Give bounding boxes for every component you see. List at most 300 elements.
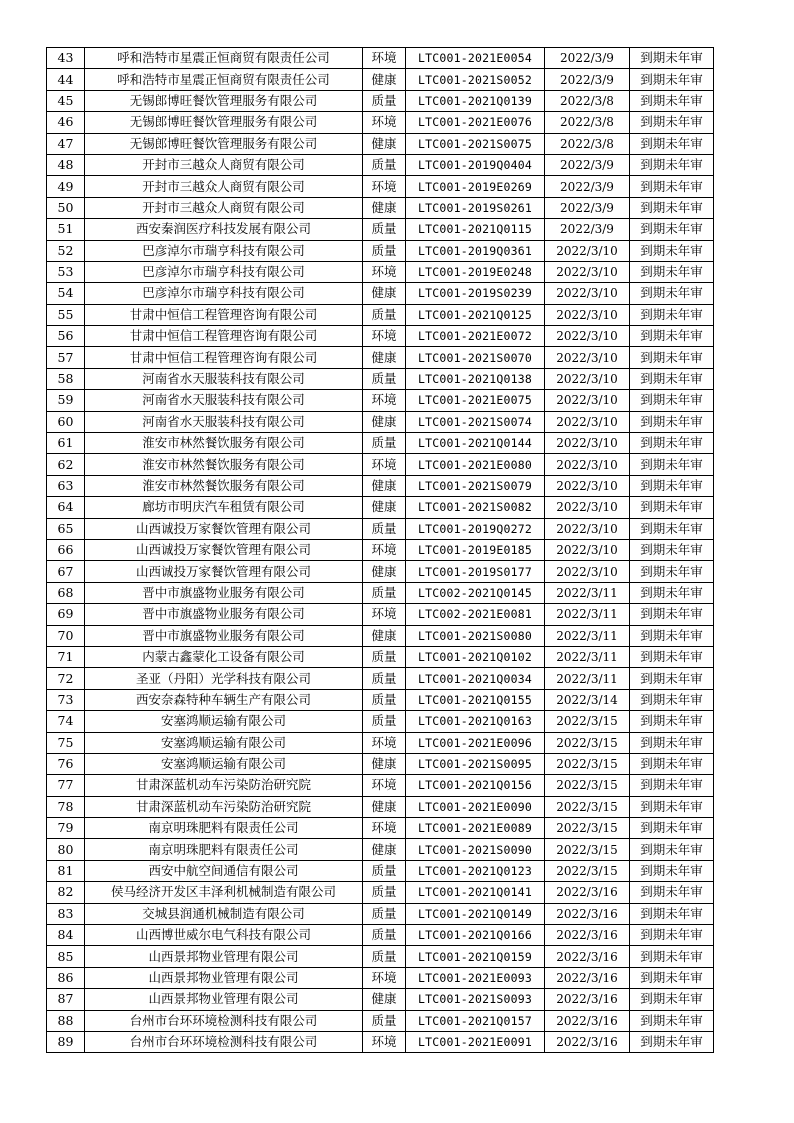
table-row xyxy=(47,475,714,496)
due-date: 2022/3/15 xyxy=(545,818,630,839)
row-number: 74 xyxy=(47,711,85,732)
row-number: 58 xyxy=(47,368,85,389)
due-date: 2022/3/10 xyxy=(545,561,630,582)
due-date: 2022/3/10 xyxy=(545,368,630,389)
due-date: 2022/3/9 xyxy=(545,69,630,90)
due-date: 2022/3/10 xyxy=(545,411,630,432)
row-number: 80 xyxy=(47,839,85,860)
due-date: 2022/3/11 xyxy=(545,604,630,625)
table-row xyxy=(47,1031,714,1052)
table-row xyxy=(47,197,714,218)
company-name: 西安中航空间通信有限公司 xyxy=(85,860,363,881)
due-date: 2022/3/10 xyxy=(545,240,630,261)
row-number: 60 xyxy=(47,411,85,432)
certificate-number: LTC001-2021Q0115 xyxy=(406,219,545,240)
row-number: 75 xyxy=(47,732,85,753)
table-row xyxy=(47,732,714,753)
system-type: 质量 xyxy=(363,711,406,732)
company-name: 呼和浩特市星震正恒商贸有限责任公司 xyxy=(85,69,363,90)
table-row xyxy=(47,796,714,817)
table-row xyxy=(47,839,714,860)
system-type: 质量 xyxy=(363,368,406,389)
system-type: 健康 xyxy=(363,197,406,218)
due-date: 2022/3/16 xyxy=(545,967,630,988)
table-row xyxy=(47,925,714,946)
row-number: 63 xyxy=(47,475,85,496)
system-type: 质量 xyxy=(363,903,406,924)
company-name: 山西诚投万家餐饮管理有限公司 xyxy=(85,539,363,560)
company-name: 交城县润通机械制造有限公司 xyxy=(85,903,363,924)
company-name: 淮安市林然餐饮服务有限公司 xyxy=(85,475,363,496)
row-number: 81 xyxy=(47,860,85,881)
row-number: 46 xyxy=(47,112,85,133)
table-row xyxy=(47,625,714,646)
system-type: 健康 xyxy=(363,625,406,646)
row-number: 57 xyxy=(47,347,85,368)
certificate-number: LTC001-2021Q0156 xyxy=(406,775,545,796)
due-date: 2022/3/9 xyxy=(545,176,630,197)
certificate-number: LTC001-2021Q0138 xyxy=(406,368,545,389)
audit-status: 到期未年审 xyxy=(630,925,714,946)
audit-status: 到期未年审 xyxy=(630,283,714,304)
row-number: 82 xyxy=(47,882,85,903)
system-type: 健康 xyxy=(363,753,406,774)
row-number: 88 xyxy=(47,1010,85,1031)
system-type: 质量 xyxy=(363,90,406,111)
row-number: 85 xyxy=(47,946,85,967)
system-type: 环境 xyxy=(363,967,406,988)
audit-status: 到期未年审 xyxy=(630,347,714,368)
company-name: 巴彦淖尔市瑞亨科技有限公司 xyxy=(85,283,363,304)
row-number: 79 xyxy=(47,818,85,839)
audit-status: 到期未年审 xyxy=(630,1010,714,1031)
row-number: 66 xyxy=(47,539,85,560)
row-number: 53 xyxy=(47,261,85,282)
company-name: 台州市台环环境检测科技有限公司 xyxy=(85,1031,363,1052)
row-number: 64 xyxy=(47,497,85,518)
certificate-number: LTC001-2019E0269 xyxy=(406,176,545,197)
table-row xyxy=(47,646,714,667)
audit-status: 到期未年审 xyxy=(630,967,714,988)
audit-status: 到期未年审 xyxy=(630,989,714,1010)
audit-status: 到期未年审 xyxy=(630,176,714,197)
due-date: 2022/3/9 xyxy=(545,219,630,240)
certificate-number: LTC001-2021E0080 xyxy=(406,454,545,475)
certificate-number: LTC001-2021S0074 xyxy=(406,411,545,432)
company-name: 河南省水天服装科技有限公司 xyxy=(85,368,363,389)
due-date: 2022/3/16 xyxy=(545,903,630,924)
certificate-number: LTC001-2021Q0149 xyxy=(406,903,545,924)
certificate-number: LTC001-2021Q0102 xyxy=(406,646,545,667)
row-number: 48 xyxy=(47,154,85,175)
certificate-number: LTC001-2021S0093 xyxy=(406,989,545,1010)
audit-status: 到期未年审 xyxy=(630,197,714,218)
audit-status: 到期未年审 xyxy=(630,90,714,111)
system-type: 质量 xyxy=(363,518,406,539)
system-type: 质量 xyxy=(363,860,406,881)
system-type: 质量 xyxy=(363,433,406,454)
certificate-number: LTC001-2021Q0159 xyxy=(406,946,545,967)
table-row xyxy=(47,497,714,518)
table-row xyxy=(47,133,714,154)
system-type: 环境 xyxy=(363,539,406,560)
due-date: 2022/3/10 xyxy=(545,283,630,304)
company-name: 甘肃深蓝机动车污染防治研究院 xyxy=(85,775,363,796)
due-date: 2022/3/15 xyxy=(545,732,630,753)
due-date: 2022/3/10 xyxy=(545,518,630,539)
system-type: 质量 xyxy=(363,1010,406,1031)
table-row xyxy=(47,112,714,133)
certificate-number: LTC001-2019Q0272 xyxy=(406,518,545,539)
company-name: 山西诚投万家餐饮管理有限公司 xyxy=(85,518,363,539)
due-date: 2022/3/11 xyxy=(545,582,630,603)
certificate-number: LTC001-2021E0091 xyxy=(406,1031,545,1052)
row-number: 50 xyxy=(47,197,85,218)
system-type: 健康 xyxy=(363,839,406,860)
row-number: 68 xyxy=(47,582,85,603)
company-name: 甘肃中恒信工程管理咨询有限公司 xyxy=(85,304,363,325)
audit-status: 到期未年审 xyxy=(630,668,714,689)
company-name: 山西景邦物业管理有限公司 xyxy=(85,946,363,967)
row-number: 73 xyxy=(47,689,85,710)
table-row xyxy=(47,903,714,924)
due-date: 2022/3/16 xyxy=(545,1010,630,1031)
table-row xyxy=(47,390,714,411)
certificate-number: LTC001-2021Q0034 xyxy=(406,668,545,689)
table-row xyxy=(47,711,714,732)
table-row xyxy=(47,775,714,796)
system-type: 健康 xyxy=(363,69,406,90)
due-date: 2022/3/15 xyxy=(545,775,630,796)
certificate-number: LTC001-2021Q0166 xyxy=(406,925,545,946)
audit-status: 到期未年审 xyxy=(630,112,714,133)
company-name: 晋中市旗盛物业服务有限公司 xyxy=(85,604,363,625)
due-date: 2022/3/10 xyxy=(545,433,630,454)
system-type: 质量 xyxy=(363,646,406,667)
due-date: 2022/3/9 xyxy=(545,154,630,175)
audit-status: 到期未年审 xyxy=(630,454,714,475)
audit-status: 到期未年审 xyxy=(630,390,714,411)
table-row xyxy=(47,69,714,90)
row-number: 55 xyxy=(47,304,85,325)
system-type: 环境 xyxy=(363,390,406,411)
audit-status: 到期未年审 xyxy=(630,582,714,603)
system-type: 健康 xyxy=(363,283,406,304)
due-date: 2022/3/15 xyxy=(545,753,630,774)
system-type: 质量 xyxy=(363,668,406,689)
due-date: 2022/3/14 xyxy=(545,689,630,710)
table-row xyxy=(47,1010,714,1031)
table-row xyxy=(47,411,714,432)
audit-status: 到期未年审 xyxy=(630,240,714,261)
table-row xyxy=(47,433,714,454)
table-row xyxy=(47,967,714,988)
row-number: 72 xyxy=(47,668,85,689)
company-name: 无锡郎博旺餐饮管理服务有限公司 xyxy=(85,112,363,133)
system-type: 环境 xyxy=(363,48,406,69)
table-row xyxy=(47,946,714,967)
table-row xyxy=(47,454,714,475)
company-name: 侯马经济开发区丰泽利机械制造有限公司 xyxy=(85,882,363,903)
audit-status: 到期未年审 xyxy=(630,48,714,69)
company-name: 开封市三越众人商贸有限公司 xyxy=(85,197,363,218)
row-number: 67 xyxy=(47,561,85,582)
row-number: 47 xyxy=(47,133,85,154)
company-name: 内蒙古鑫蒙化工设备有限公司 xyxy=(85,646,363,667)
system-type: 质量 xyxy=(363,925,406,946)
audit-status: 到期未年审 xyxy=(630,539,714,560)
audit-status: 到期未年审 xyxy=(630,411,714,432)
table-row xyxy=(47,518,714,539)
row-number: 59 xyxy=(47,390,85,411)
system-type: 质量 xyxy=(363,689,406,710)
certificate-number: LTC001-2021E0096 xyxy=(406,732,545,753)
company-name: 南京明珠肥料有限责任公司 xyxy=(85,818,363,839)
certificate-number: LTC001-2021S0075 xyxy=(406,133,545,154)
due-date: 2022/3/10 xyxy=(545,539,630,560)
system-type: 健康 xyxy=(363,347,406,368)
due-date: 2022/3/8 xyxy=(545,112,630,133)
row-number: 54 xyxy=(47,283,85,304)
system-type: 健康 xyxy=(363,475,406,496)
audit-status: 到期未年审 xyxy=(630,604,714,625)
audit-status: 到期未年审 xyxy=(630,753,714,774)
system-type: 环境 xyxy=(363,454,406,475)
system-type: 质量 xyxy=(363,154,406,175)
certificate-number: LTC001-2019Q0361 xyxy=(406,240,545,261)
system-type: 健康 xyxy=(363,411,406,432)
certificate-number: LTC001-2021Q0123 xyxy=(406,860,545,881)
certificate-number: LTC001-2021S0070 xyxy=(406,347,545,368)
row-number: 62 xyxy=(47,454,85,475)
due-date: 2022/3/10 xyxy=(545,390,630,411)
due-date: 2022/3/16 xyxy=(545,1031,630,1052)
system-type: 健康 xyxy=(363,989,406,1010)
company-name: 巴彦淖尔市瑞亨科技有限公司 xyxy=(85,261,363,282)
system-type: 环境 xyxy=(363,732,406,753)
certificate-number: LTC001-2019S0177 xyxy=(406,561,545,582)
table-row xyxy=(47,240,714,261)
audit-status: 到期未年审 xyxy=(630,1031,714,1052)
table-row xyxy=(47,304,714,325)
due-date: 2022/3/16 xyxy=(545,882,630,903)
certificate-number: LTC001-2021S0090 xyxy=(406,839,545,860)
company-name: 山西诚投万家餐饮管理有限公司 xyxy=(85,561,363,582)
due-date: 2022/3/10 xyxy=(545,261,630,282)
company-name: 甘肃中恒信工程管理咨询有限公司 xyxy=(85,347,363,368)
row-number: 71 xyxy=(47,646,85,667)
due-date: 2022/3/8 xyxy=(545,133,630,154)
table-row xyxy=(47,48,714,69)
audit-status: 到期未年审 xyxy=(630,860,714,881)
certificate-number: LTC001-2019Q0404 xyxy=(406,154,545,175)
certificate-number: LTC001-2021Q0125 xyxy=(406,304,545,325)
table-row xyxy=(47,539,714,560)
company-name: 南京明珠肥料有限责任公司 xyxy=(85,839,363,860)
row-number: 45 xyxy=(47,90,85,111)
due-date: 2022/3/10 xyxy=(545,347,630,368)
certificate-number: LTC001-2021E0090 xyxy=(406,796,545,817)
system-type: 环境 xyxy=(363,775,406,796)
due-date: 2022/3/15 xyxy=(545,860,630,881)
audit-status: 到期未年审 xyxy=(630,475,714,496)
table-row xyxy=(47,176,714,197)
table-row xyxy=(47,582,714,603)
due-date: 2022/3/15 xyxy=(545,796,630,817)
table-row xyxy=(47,154,714,175)
certificate-number: LTC001-2021E0093 xyxy=(406,967,545,988)
company-name: 廊坊市明庆汽车租赁有限公司 xyxy=(85,497,363,518)
audit-status: 到期未年审 xyxy=(630,497,714,518)
row-number: 69 xyxy=(47,604,85,625)
audit-status: 到期未年审 xyxy=(630,646,714,667)
system-type: 质量 xyxy=(363,240,406,261)
row-number: 65 xyxy=(47,518,85,539)
audit-status: 到期未年审 xyxy=(630,261,714,282)
due-date: 2022/3/10 xyxy=(545,326,630,347)
audit-status: 到期未年审 xyxy=(630,154,714,175)
audit-status: 到期未年审 xyxy=(630,775,714,796)
certificate-number: LTC001-2019S0261 xyxy=(406,197,545,218)
certificate-number: LTC001-2021E0054 xyxy=(406,48,545,69)
system-type: 环境 xyxy=(363,604,406,625)
table-row xyxy=(47,90,714,111)
system-type: 健康 xyxy=(363,796,406,817)
table-row xyxy=(47,219,714,240)
table-row xyxy=(47,882,714,903)
company-name: 无锡郎博旺餐饮管理服务有限公司 xyxy=(85,90,363,111)
certificate-number: LTC001-2021Q0141 xyxy=(406,882,545,903)
system-type: 质量 xyxy=(363,882,406,903)
row-number: 83 xyxy=(47,903,85,924)
due-date: 2022/3/16 xyxy=(545,946,630,967)
certificate-number: LTC001-2021E0075 xyxy=(406,390,545,411)
row-number: 51 xyxy=(47,219,85,240)
system-type: 质量 xyxy=(363,304,406,325)
row-number: 87 xyxy=(47,989,85,1010)
table-row xyxy=(47,989,714,1010)
audit-status: 到期未年审 xyxy=(630,625,714,646)
row-number: 43 xyxy=(47,48,85,69)
certificate-number: LTC001-2019S0239 xyxy=(406,283,545,304)
company-name: 山西景邦物业管理有限公司 xyxy=(85,989,363,1010)
company-name: 安塞鸿顺运输有限公司 xyxy=(85,732,363,753)
system-type: 环境 xyxy=(363,326,406,347)
audit-status: 到期未年审 xyxy=(630,732,714,753)
system-type: 质量 xyxy=(363,219,406,240)
audit-status: 到期未年审 xyxy=(630,69,714,90)
company-name: 巴彦淖尔市瑞亨科技有限公司 xyxy=(85,240,363,261)
certificate-number: LTC002-2021Q0145 xyxy=(406,582,545,603)
row-number: 86 xyxy=(47,967,85,988)
certificate-number: LTC002-2021E0081 xyxy=(406,604,545,625)
row-number: 77 xyxy=(47,775,85,796)
table-row xyxy=(47,604,714,625)
company-name: 晋中市旗盛物业服务有限公司 xyxy=(85,625,363,646)
company-name: 山西博世威尔电气科技有限公司 xyxy=(85,925,363,946)
table-row xyxy=(47,561,714,582)
table-row xyxy=(47,860,714,881)
company-name: 安塞鸿顺运输有限公司 xyxy=(85,711,363,732)
due-date: 2022/3/9 xyxy=(545,197,630,218)
audit-status: 到期未年审 xyxy=(630,946,714,967)
row-number: 76 xyxy=(47,753,85,774)
certificate-number: LTC001-2021Q0139 xyxy=(406,90,545,111)
certificate-number: LTC001-2021Q0144 xyxy=(406,433,545,454)
system-type: 健康 xyxy=(363,561,406,582)
due-date: 2022/3/8 xyxy=(545,90,630,111)
row-number: 89 xyxy=(47,1031,85,1052)
table-row xyxy=(47,368,714,389)
certificate-number: LTC001-2021E0076 xyxy=(406,112,545,133)
company-name: 台州市台环环境检测科技有限公司 xyxy=(85,1010,363,1031)
company-name: 无锡郎博旺餐饮管理服务有限公司 xyxy=(85,133,363,154)
company-name: 甘肃深蓝机动车污染防治研究院 xyxy=(85,796,363,817)
row-number: 44 xyxy=(47,69,85,90)
system-type: 健康 xyxy=(363,497,406,518)
row-number: 61 xyxy=(47,433,85,454)
certificate-number: LTC001-2019E0248 xyxy=(406,261,545,282)
company-name: 开封市三越众人商贸有限公司 xyxy=(85,154,363,175)
audit-status: 到期未年审 xyxy=(630,796,714,817)
company-name: 淮安市林然餐饮服务有限公司 xyxy=(85,433,363,454)
system-type: 环境 xyxy=(363,1031,406,1052)
certificate-number: LTC001-2021S0052 xyxy=(406,69,545,90)
table-row xyxy=(47,668,714,689)
company-name: 呼和浩特市星震正恒商贸有限责任公司 xyxy=(85,48,363,69)
audit-status: 到期未年审 xyxy=(630,903,714,924)
due-date: 2022/3/11 xyxy=(545,625,630,646)
table-row xyxy=(47,689,714,710)
row-number: 56 xyxy=(47,326,85,347)
company-name: 安塞鸿顺运输有限公司 xyxy=(85,753,363,774)
due-date: 2022/3/15 xyxy=(545,839,630,860)
company-name: 开封市三越众人商贸有限公司 xyxy=(85,176,363,197)
audit-status: 到期未年审 xyxy=(630,219,714,240)
certificate-number: LTC001-2021S0095 xyxy=(406,753,545,774)
due-date: 2022/3/15 xyxy=(545,711,630,732)
table-row xyxy=(47,818,714,839)
certificate-table xyxy=(46,47,714,1053)
certificate-number: LTC001-2021Q0163 xyxy=(406,711,545,732)
audit-status: 到期未年审 xyxy=(630,818,714,839)
audit-status: 到期未年审 xyxy=(630,711,714,732)
system-type: 质量 xyxy=(363,946,406,967)
audit-status: 到期未年审 xyxy=(630,561,714,582)
company-name: 河南省水天服装科技有限公司 xyxy=(85,390,363,411)
system-type: 健康 xyxy=(363,133,406,154)
row-number: 52 xyxy=(47,240,85,261)
due-date: 2022/3/9 xyxy=(545,48,630,69)
company-name: 山西景邦物业管理有限公司 xyxy=(85,967,363,988)
company-name: 河南省水天服装科技有限公司 xyxy=(85,411,363,432)
table-row xyxy=(47,326,714,347)
system-type: 环境 xyxy=(363,112,406,133)
certificate-number: LTC001-2019E0185 xyxy=(406,539,545,560)
audit-status: 到期未年审 xyxy=(630,518,714,539)
audit-status: 到期未年审 xyxy=(630,882,714,903)
company-name: 圣亚（丹阳）光学科技有限公司 xyxy=(85,668,363,689)
system-type: 环境 xyxy=(363,261,406,282)
certificate-number: LTC001-2021S0080 xyxy=(406,625,545,646)
audit-status: 到期未年审 xyxy=(630,326,714,347)
audit-status: 到期未年审 xyxy=(630,304,714,325)
due-date: 2022/3/16 xyxy=(545,925,630,946)
company-name: 晋中市旗盛物业服务有限公司 xyxy=(85,582,363,603)
certificate-number: LTC001-2021Q0157 xyxy=(406,1010,545,1031)
audit-status: 到期未年审 xyxy=(630,839,714,860)
company-name: 甘肃中恒信工程管理咨询有限公司 xyxy=(85,326,363,347)
